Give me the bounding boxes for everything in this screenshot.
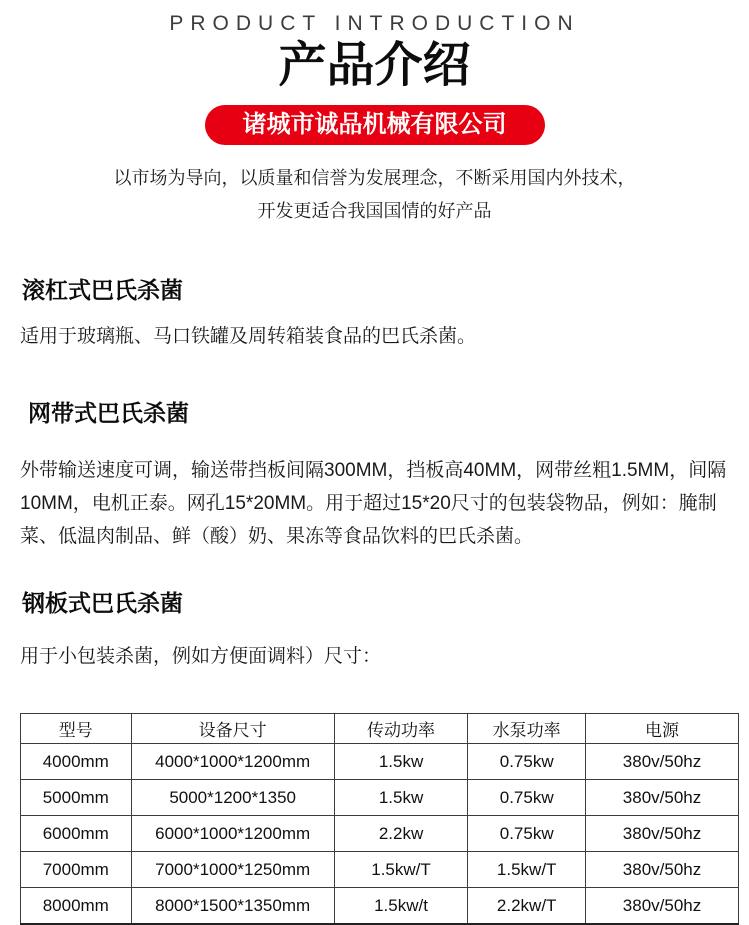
table-cell: 1.5kw/T <box>468 852 586 888</box>
section-steel-plate-type <box>20 585 729 673</box>
tagline-line-2: 开发更适合我国国情的好产品 <box>257 201 492 221</box>
company-badge: 诸城市诚品机械有限公司 <box>205 105 545 145</box>
table-row <box>21 780 739 816</box>
table-cell: 6000*1000*1200mm <box>131 816 334 852</box>
table-cell: 380v/50hz <box>586 852 739 888</box>
table-cell: 6000mm <box>21 816 132 852</box>
page-content <box>0 272 749 925</box>
table-cell: 8000mm <box>21 888 132 925</box>
table-header-row <box>21 714 739 744</box>
table-cell: 380v/50hz <box>586 888 739 925</box>
spec-table-body <box>21 744 739 925</box>
table-row <box>21 888 739 925</box>
table-cell: 0.75kw <box>468 744 586 780</box>
table-cell: 380v/50hz <box>586 744 739 780</box>
tagline-line-1: 以市场为导向，以质量和信誉为发展理念，不断采用国内外技术， <box>113 168 636 188</box>
spec-table <box>20 713 739 925</box>
table-cell: 2.2kw/T <box>468 888 586 925</box>
table-header-model: 型号 <box>21 714 132 744</box>
table-header-size: 设备尺寸 <box>131 714 334 744</box>
table-cell: 2.2kw <box>334 816 468 852</box>
section-body: 用于小包装杀菌，例如方便面调料）尺寸： <box>20 646 382 667</box>
table-row <box>21 852 739 888</box>
company-taglines <box>0 162 749 228</box>
table-cell: 380v/50hz <box>586 816 739 852</box>
table-cell: 0.75kw <box>468 780 586 816</box>
table-row <box>21 744 739 780</box>
section-body: 适用于玻璃瓶、马口铁罐及周转箱装食品的巴氏杀菌。 <box>20 326 477 347</box>
table-cell: 1.5kw <box>334 780 468 816</box>
table-header-drive-power: 传动功率 <box>334 714 468 744</box>
section-heading: 钢板式巴氏杀菌 <box>22 590 183 616</box>
page-header <box>0 0 749 228</box>
table-cell: 4000*1000*1200mm <box>131 744 334 780</box>
table-header-power-supply: 电源 <box>586 714 739 744</box>
table-cell: 1.5kw/T <box>334 852 468 888</box>
table-cell: 5000mm <box>21 780 132 816</box>
table-cell: 380v/50hz <box>586 780 739 816</box>
table-row <box>21 816 739 852</box>
section-heading: 网带式巴氏杀菌 <box>28 400 189 426</box>
table-cell: 4000mm <box>21 744 132 780</box>
table-cell: 5000*1200*1350 <box>131 780 334 816</box>
table-cell: 8000*1500*1350mm <box>131 888 334 925</box>
table-cell: 0.75kw <box>468 816 586 852</box>
table-cell: 1.5kw/t <box>334 888 468 925</box>
section-heading: 滚杠式巴氏杀菌 <box>22 277 183 303</box>
section-mesh-belt-type <box>20 395 729 553</box>
table-cell: 7000*1000*1250mm <box>131 852 334 888</box>
page-title: 产品介绍 <box>278 39 471 92</box>
table-cell: 7000mm <box>21 852 132 888</box>
section-roller-type <box>20 272 729 353</box>
section-body: 外带输送速度可调，输送带挡板间隔300MM，挡板高40MM，网带丝粗1.5MM，间隔10MM，电机正泰。网孔15*20MM。用于超过15*20尺寸的包装袋物品，例如：腌制菜、低温肉制品、鲜（酸）奶、果冻等食品饮料的巴氏杀菌。 <box>20 460 727 547</box>
table-header-pump-power: 水泵功率 <box>468 714 586 744</box>
eyebrow-text: PRODUCT INTRODUCTION <box>169 12 580 35</box>
table-cell: 1.5kw <box>334 744 468 780</box>
